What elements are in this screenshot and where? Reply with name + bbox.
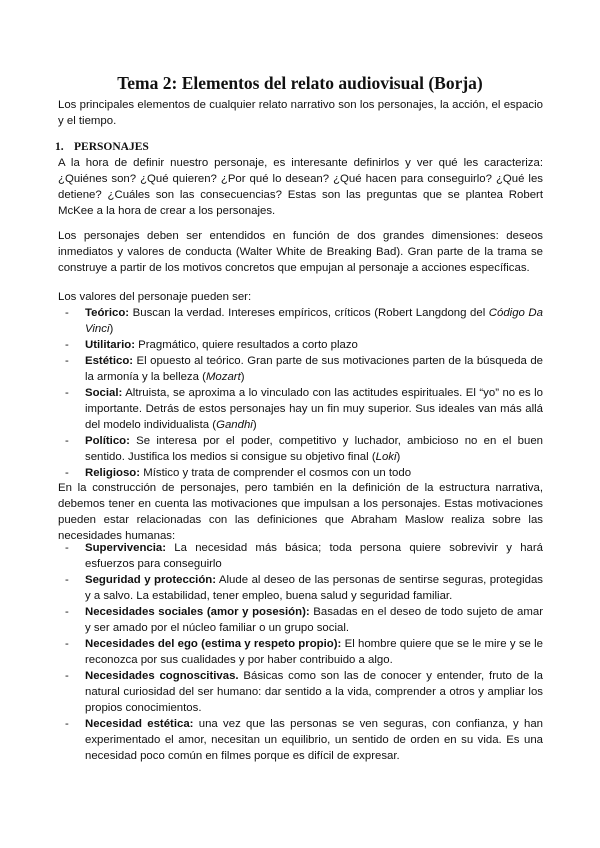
list-item: - Utilitario: Pragmático, quiere resultados a corto plazo xyxy=(65,339,358,351)
intro-paragraph: Los principales elementos de cualquier relato narrativo son los personajes, la acción, el espacio y el tiempo. xyxy=(58,99,543,127)
list-item: - Necesidad estética: una vez que las personas se ven seguras, con confianza, y han experimentado el amor, necesitan un equilibrio, un sentido de orden en su vida. Es una necesidad poco común en filmes porque es difícil de expresar. xyxy=(65,718,543,762)
paragraph-2: Los personajes deben ser entendidos en función de dos grandes dimensiones: deseos inmediatos y valores de conducta (Walter White de Breaking Bad). Gran parte de la trama se construye a partir de los motivos concretos que empujan al personaje a acciones específicas. xyxy=(58,230,543,274)
list-item: - Necesidades sociales (amor y posesión): Basadas en el deseo de todo sujeto de amar y ser amado por el núcleo familiar o un grupo social. xyxy=(65,606,543,634)
needs-list xyxy=(58,540,543,764)
paragraph-1: A la hora de definir nuestro personaje, es interesante definirlos y ver qué les caracteriza: ¿Quiénes son? ¿Qué quieren? ¿Por qué lo desean? ¿Qué hacen para conseguirlo? ¿Qué les detiene? ¿Cuáles son las consecuencias? Estas son las preguntas que se plantea Robert McKee a la hora de crear a los personajes. xyxy=(58,157,543,217)
values-list xyxy=(58,305,543,481)
list-item: - Religioso: Místico y trata de comprender el cosmos con un todo xyxy=(65,467,412,479)
list-item: - Estético: El opuesto al teórico. Gran parte de sus motivaciones parten de la búsqueda de la armonía y la belleza (Mozart) xyxy=(65,355,543,383)
list-item: - Necesidades cognoscitivas. Básicas como son las de conocer y entender, fruto de la natural curiosidad del ser humano: dar sentido a la vida, comprender a otros y ampliar los propios conocimientos. xyxy=(65,670,543,714)
list-item: - Político: Se interesa por el poder, competitivo y luchador, ambicioso no en el buen sentido. Justifica los medios si consigue su objetivo final (Loki) xyxy=(65,435,543,463)
section-heading xyxy=(55,139,149,155)
values-intro: Los valores del personaje pueden ser: xyxy=(58,291,252,303)
list-item: - Social: Altruista, se aproxima a lo vinculado con las actitudes espirituales. El “yo” no es lo importante. Detrás de estos personajes hay un fin muy superior. Sus ideales van más allá del modelo individualista (Gandhi) xyxy=(65,387,543,431)
paragraph-3: En la construcción de personajes, pero también en la definición de la estructura narrativa, debemos tener en cuenta las motivaciones que impulsan a los personajes. Estas motivaciones pueden estar relacionadas con las definiciones que Abraham Maslow realiza sobre las necesidades humanas: xyxy=(58,482,543,542)
list-item: - Teórico: Buscan la verdad. Intereses empíricos, críticos (Robert Langdong del Código Da Vinci) xyxy=(65,307,543,335)
list-item: - Necesidades del ego (estima y respeto propio): El hombre quiere que se le mire y se le reconozca por sus cualidades y por haber contribuido a algo. xyxy=(65,638,544,666)
list-item: - Supervivencia: La necesidad más básica; toda persona quiere sobrevivir y hará esfuerzos para conseguirlo xyxy=(65,542,543,570)
section-title: PERSONAJES xyxy=(74,141,149,153)
list-item: - Seguridad y protección: Alude al deseo de las personas de sentirse seguras, protegidas y a salvo. La estabilidad, tener empleo, buena salud y seguridad familiar. xyxy=(65,574,543,602)
document-title: Tema 2: Elementos del relato audiovisual (Borja) xyxy=(117,73,483,93)
section-number: 1. xyxy=(55,141,64,153)
